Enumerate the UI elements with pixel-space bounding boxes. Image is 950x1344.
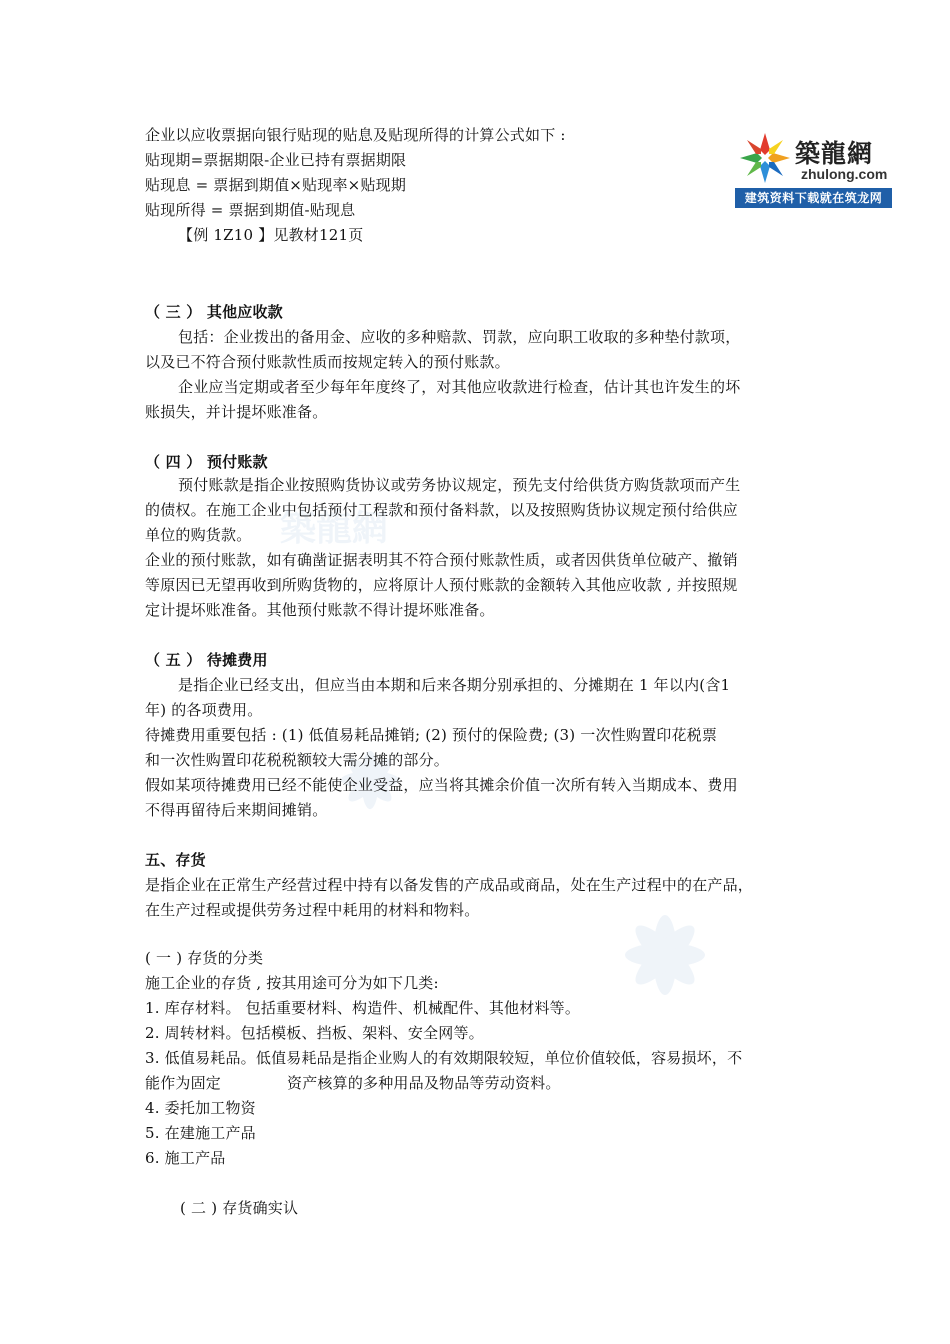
list-item: 4. 委托加工物资 — [145, 1099, 256, 1117]
list-item: 5. 在建施工产品 — [145, 1124, 256, 1142]
paragraph-line: 定计提坏账准备。其他预付账款不得计提坏账准备。 — [145, 601, 495, 619]
paragraph-line: 年) 的各项费用。 — [145, 701, 263, 719]
heading-inventory: 五、存货 — [145, 851, 206, 869]
formula-intro: 企业以应收票据向银行贴现的贴息及贴现所得的计算公式如下 : — [145, 126, 566, 144]
list-item-continued — [145, 1071, 810, 1096]
paragraph-line: 的债权。在施工企业中包括预付工程款和预付备料款，以及按照购货协议规定预付给供应 — [145, 501, 738, 519]
list-item: 2. 周转材料。包括模板、挡板、架料、安全网等。 — [145, 1024, 484, 1042]
paragraph-line: 和一次性购置印花税税额较大需分摊的部分。 — [145, 751, 450, 769]
heading-prepayments: （ 四 ） 预付账款 — [145, 453, 268, 471]
paragraph-line: 待摊费用重要包括 : (1) 低值易耗品摊销; (2) 预付的保险费; (3) 一次性购置印花税票 — [145, 726, 718, 744]
paragraph-line: 企业应当定期或者至少每年年度终了，对其他应收款进行检查，估计其也许发生的坏 — [178, 378, 741, 396]
heading-inventory-classification: ( 一 ) 存货的分类 — [145, 949, 264, 967]
paragraph-line: 是指企业在正常生产经营过程中持有以备发售的产成品或商品，处在生产过程中的在产品， — [145, 876, 754, 894]
list-item: 1. 库存材料。 包括重要材料、构造件、机械配件、其他材料等。 — [145, 999, 581, 1017]
logo-name: 築龍網 — [795, 139, 874, 168]
paragraph-line: 企业的预付账款，如有确凿证据表明其不符合预付账款性质，或者因供货单位破产、撤销 — [145, 551, 738, 569]
formula-discount-proceeds: 贴现所得 = 票据到期值-贴现息 — [145, 201, 356, 219]
logo-url: zhulong.com — [801, 166, 888, 182]
paragraph-line: 账损失，并计提坏账准备。 — [145, 403, 328, 421]
paragraph-line: 单位的购货款。 — [145, 526, 252, 544]
paragraph-line: 不得再留待后来期间摊销。 — [145, 801, 328, 819]
paragraph-line: 在生产过程或提供劳务过程中耗用的材料和物料。 — [145, 901, 480, 919]
formula-discount-interest: 贴现息 = 票据到期值×贴现率×贴现期 — [145, 176, 407, 194]
watermark-text: 築龍網 — [280, 508, 389, 549]
list-item: 6. 施工产品 — [145, 1149, 226, 1167]
formula-discount-period: 贴现期=票据期限-企业已持有票据期限 — [145, 151, 407, 169]
logo-slogan: 建筑资料下载就在筑龙网 — [735, 188, 892, 208]
paragraph-line: 施工企业的存货 , 按其用途可分为如下几类: — [145, 974, 439, 992]
list-item-fragment: 资产核算的多种用品及物品等劳动资料。 — [287, 1074, 561, 1092]
paragraph-line: 是指企业已经支出，但应当由本期和后来各期分别承担的、分摊期在 1 年以内(含1 — [178, 676, 731, 694]
heading-inventory-recognition: ( 二 ) 存货确实认 — [180, 1199, 299, 1217]
paragraph-line: 等原因已无望再收到所购货物的，应将原计人预付账款的金额转入其他应收款 , 并按照规 — [145, 576, 738, 594]
example-reference: 【例 1Z10 】见教材121页 — [178, 226, 364, 244]
paragraph-line: 以及已不符合预付账款性质而按规定转入的预付账款。 — [145, 353, 510, 371]
paragraph-line: 包括：企业拨出的备用金、应收的多种赔款、罚款，应向职工收取的多种垫付款项， — [178, 328, 741, 346]
heading-deferred-expenses: （ 五 ） 待摊费用 — [145, 651, 268, 669]
list-item: 3. 低值易耗品。低值易耗品是指企业购人的有效期限较短，单位价值较低，容易损坏，不 — [145, 1049, 743, 1067]
paragraph-line: 假如某项待摊费用已经不能使企业受益，应当将其摊余价值一次所有转入当期成本、费用 — [145, 776, 738, 794]
list-item-fragment: 能作为固定 — [145, 1074, 222, 1092]
paragraph-line: 预付账款是指企业按照购货协议或劳务协议规定，预先支付给供货方购货款项而产生 — [178, 476, 741, 494]
heading-other-receivables: （ 三 ） 其他应收款 — [145, 303, 283, 321]
